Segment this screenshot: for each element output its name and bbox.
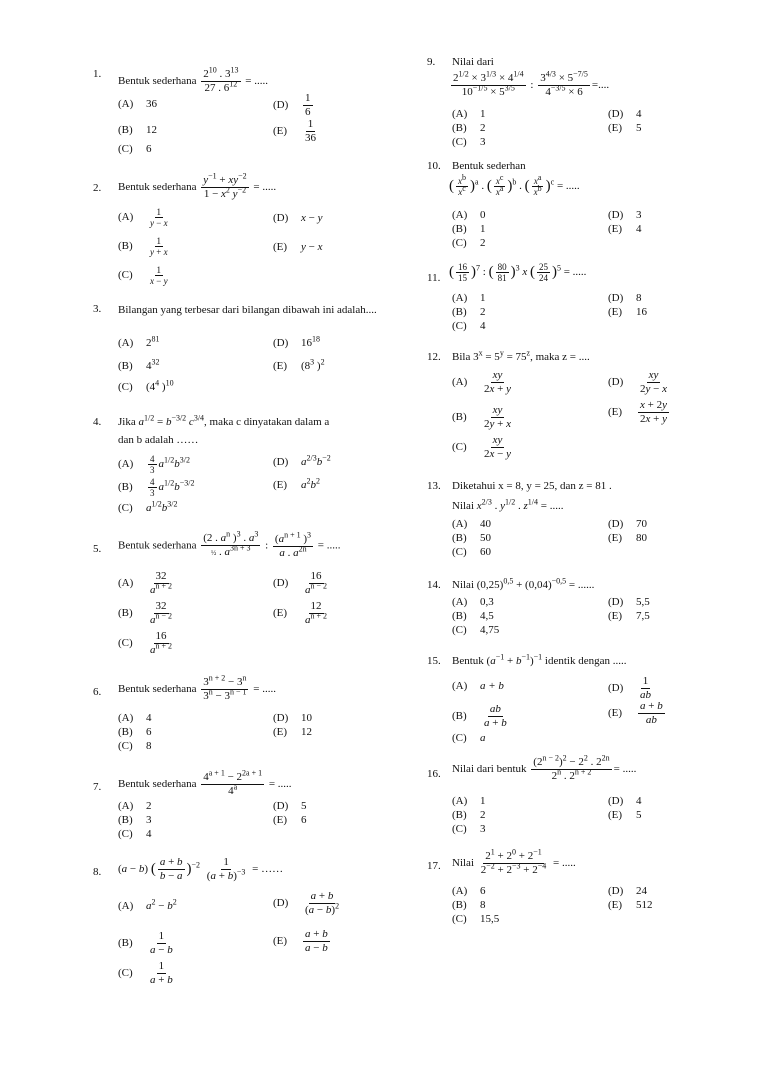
option-a: (A) 40 — [452, 518, 491, 530]
question-number: 9. — [427, 56, 436, 68]
option-d: (D) $\frac{a + b}{(a - b)^2}$ — [273, 890, 340, 916]
question-stem: Bentuk sederhan — [452, 160, 526, 172]
option-a: (A) a + b — [452, 680, 504, 692]
option-d: (D) 8 — [608, 292, 642, 304]
question-number: 3. — [93, 303, 102, 315]
question-stem: Jika $a^{1/2} = b^{-3/2}$ $c^{3/4}$, maka c dinyatakan dalam a — [118, 413, 330, 428]
option-d: (D) $a^{2/3}b^{-2}$ — [273, 453, 331, 468]
option-b: (B) 50 — [452, 532, 491, 544]
option-d: (D) $\frac{1}{6}$ — [273, 92, 311, 118]
question-number: 15. — [427, 655, 441, 667]
option-a: (A) $\frac{4}{3}$ $a^{1/2}b^{3/2}$ — [118, 454, 190, 475]
option-e: (E) 5 — [608, 122, 642, 134]
option-c: (C) a — [452, 732, 486, 744]
option-b: (B) $\frac{1}{a - b}$ — [118, 930, 173, 956]
option-d: (D) 10 — [273, 712, 312, 724]
question-expression: $\frac{2^{1/2} \times 3^{1/3} \times 4^{1/4}}{10^{-1/5} \times 5^{3/5}}$ : $\frac{3^{4/3} \times 5^{-7/5}}{4^{-3/5} \times 6}$ =.... — [453, 69, 610, 98]
question-number: 10. — [427, 160, 441, 172]
option-b: (B) $\frac{4}{3}$ $a^{1/2}b^{-3/2}$ — [118, 477, 195, 498]
option-b: (B) $\frac{1}{y + x}$ — [118, 236, 168, 257]
option-d: (D) 4 — [608, 795, 642, 807]
option-e: (E) $\frac{1}{36}$ — [273, 118, 316, 144]
question-number: 11. — [427, 272, 441, 284]
question-expression: ( $\frac{x^b}{x^c}$ )$^a$ . ( $\frac{x^c}{x^a}$ )$^b$ . ( $\frac{x^a}{x^b}$ )$^c$ = ..... — [449, 173, 580, 197]
option-e: (E) 5 — [608, 809, 642, 821]
option-d: (D) $\frac{16}{a^{n - 2}}$ — [273, 570, 328, 596]
question-number: 4. — [93, 416, 102, 428]
option-c: (C) 4 — [452, 320, 486, 332]
option-c: (C) 6 — [118, 143, 152, 155]
question-stem: Nilai $(0,25)^{0,5} + (0,04)^{-0,5}$ = ...... — [452, 576, 595, 591]
question-stem: Nilai dari bentuk $\frac{(2^{n - 2})^2 - 2^2 . 2^{2n}}{2^n . 2^{n + 2}}$ = ..... — [452, 753, 637, 782]
question-stem: Bila $3^x = 5^y = 75^z$, maka z = .... — [452, 348, 590, 363]
option-b: (B) 12 — [118, 124, 157, 136]
question-number: 8. — [93, 866, 102, 878]
option-e: (E) ($8^3$ )$^2$ — [273, 357, 325, 372]
option-c: (C) 4,75 — [452, 624, 500, 636]
option-b: (B) $4^{32}$ — [118, 357, 160, 372]
option-b: (B) 2 — [452, 809, 486, 821]
option-b: (B) 8 — [452, 899, 486, 911]
option-b: (B) 4,5 — [452, 610, 494, 622]
option-e: (E) 6 — [273, 814, 307, 826]
option-b: (B) 2 — [452, 306, 486, 318]
question-stem: Nilai $\frac{2^1 + 2^0 + 2^{-1}}{2^{-2} + 2^{-3} + 2^{-4}}$ = ..... — [452, 847, 576, 876]
question-number: 13. — [427, 480, 441, 492]
option-a: (A) $\frac{32}{a^{n + 2}}$ — [118, 570, 173, 596]
option-c: (C) ($4^4$ )$^{10}$ — [118, 378, 174, 393]
option-e: (E) 512 — [608, 899, 653, 911]
question-stem: Bentuk sederhana $\frac{(2 . a^n )^3 . a^3}{\frac{1}{2} . a^{3n + 3}}$ : $\frac{(a^{n + 1} )^3}{a . a^{2n}}$ = ..... — [118, 529, 341, 559]
question-stem: Bentuk sederhana $\frac{3^{n + 2} - 3^n}{3^n - 3^{n - 1}}$ = ..... — [118, 673, 276, 702]
option-a: (A) 0 — [452, 209, 486, 221]
option-c: (C) 3 — [452, 823, 486, 835]
question-number: 2. — [93, 182, 102, 194]
option-e: (E) $\frac{x + 2y}{2x + y}$ — [608, 399, 667, 425]
option-a: (A) $2^{81}$ — [118, 334, 160, 349]
option-c: (C) $\frac{16}{a^{n + 2}}$ — [118, 630, 173, 656]
option-d: (D) $\frac{xy}{2y - x}$ — [608, 369, 667, 395]
option-d: (D) x − y — [273, 212, 323, 224]
option-c: (C) $\frac{1}{a + b}$ — [118, 960, 173, 986]
fraction: $\frac{2^{10} . 3^{13}}{27 . 6^{12}}$ — [203, 65, 239, 94]
option-d: (D) 5 — [273, 800, 307, 812]
option-e: (E) $\frac{a + b}{a - b}$ — [273, 928, 328, 954]
option-e: (E) $\frac{12}{a^{n + 2}}$ — [273, 600, 328, 626]
question-stem: Bentuk sederhana $\frac{2^{10} . 3^{13}}{27 . 6^{12}}$ = ..... — [118, 65, 268, 94]
option-b: (B) $\frac{xy}{2y + x}$ — [452, 404, 511, 430]
option-a: (A) 0,3 — [452, 596, 494, 608]
option-d: (D) $16^{18}$ — [273, 334, 320, 349]
option-e: (E) 4 — [608, 223, 642, 235]
question-number: 1. — [93, 68, 102, 80]
option-a: (A) 4 — [118, 712, 152, 724]
option-d: (D) 70 — [608, 518, 647, 530]
option-e: (E) y − x — [273, 241, 323, 253]
question-stem-line2: Nilai $x^{2/3}$ . $y^{1/2}$ . $z^{1/4}$ = ..... — [452, 497, 564, 512]
option-e: (E) 16 — [608, 306, 647, 318]
option-a: (A) $a^2 - b^2$ — [118, 897, 177, 912]
question-number: 6. — [93, 686, 102, 698]
option-b: (B) $\frac{ab}{a + b}$ — [452, 703, 507, 729]
option-d: (D) 4 — [608, 108, 642, 120]
question-number: 5. — [93, 543, 102, 555]
option-e: (E) $a^2b^2$ — [273, 476, 320, 491]
question-number: 14. — [427, 579, 441, 591]
question-stem: Bentuk $(a^{-1} + b^{-1})^{-1}$ identik dengan ..... — [452, 652, 627, 667]
option-e: (E) 12 — [273, 726, 312, 738]
option-b: (B) 2 — [452, 122, 486, 134]
option-e: (E) $\frac{a + b}{ab}$ — [608, 700, 663, 726]
option-c: (C) $\frac{xy}{2x - y}$ — [452, 434, 511, 460]
option-a: (A) 6 — [452, 885, 486, 897]
option-d: (D) 24 — [608, 885, 647, 897]
option-e: (E) 80 — [608, 532, 647, 544]
option-a: (A) $\frac{xy}{2x + y}$ — [452, 369, 511, 395]
option-b: (B) 1 — [452, 223, 486, 235]
option-a: (A) 1 — [452, 292, 486, 304]
option-d: (D) 3 — [608, 209, 642, 221]
option-a: (A) 1 — [452, 108, 486, 120]
question-number: 12. — [427, 351, 441, 363]
option-b: (B) 3 — [118, 814, 152, 826]
option-c: (C) $\frac{1}{x - y}$ — [118, 265, 168, 286]
question-stem: Bilangan yang terbesar dari bilangan dibawah ini adalah.... — [118, 304, 377, 316]
option-d: (D) $\frac{1}{ab}$ — [608, 675, 651, 701]
question-expression: ( $\frac{16}{15}$ )$^7$ : ( $\frac{80}{81}$ )$^3$ x ( $\frac{25}{24}$ )$^5$ = ..... — [449, 262, 587, 283]
question-stem: Diketahui x = 8, y = 25, dan z = 81 . — [452, 480, 612, 492]
question-number: 7. — [93, 781, 102, 793]
question-stem: Bentuk sederhana $\frac{y^{-1} + xy^{-2}}{1 - x^2 y^{-2}}$ = ..... — [118, 171, 277, 200]
option-a: (A) 1 — [452, 795, 486, 807]
option-c: (C) 2 — [452, 237, 486, 249]
option-a: (A) $\frac{1}{y - x}$ — [118, 207, 168, 228]
question-stem: Bentuk sederhana $\frac{4^{a + 1} - 2^{2a + 1}}{4^a}$ = ..... — [118, 768, 292, 797]
option-c: (C) 3 — [452, 136, 486, 148]
option-c: (C) $a^{1/2}b^{3/2}$ — [118, 499, 178, 514]
question-stem: (a − b) ( $\frac{a + b}{b - a}$ )$^{-2}$ $\frac{1}{(a + b)^{-3}}$ = …… — [118, 856, 284, 882]
question-number: 16. — [427, 768, 441, 780]
option-b: (B) $\frac{32}{a^{n - 2}}$ — [118, 600, 173, 626]
option-a: (A) 36 — [118, 98, 157, 110]
option-e: (E) 7,5 — [608, 610, 650, 622]
option-d: (D) 5,5 — [608, 596, 650, 608]
question-stem-line2: dan b adalah …… — [118, 434, 199, 446]
option-c: (C) 4 — [118, 828, 152, 840]
option-c: (C) 15,5 — [452, 913, 500, 925]
option-c: (C) 60 — [452, 546, 491, 558]
option-b: (B) 6 — [118, 726, 152, 738]
option-c: (C) 8 — [118, 740, 152, 752]
question-stem: Nilai dari — [452, 56, 494, 68]
option-a: (A) 2 — [118, 800, 152, 812]
question-number: 17. — [427, 860, 441, 872]
